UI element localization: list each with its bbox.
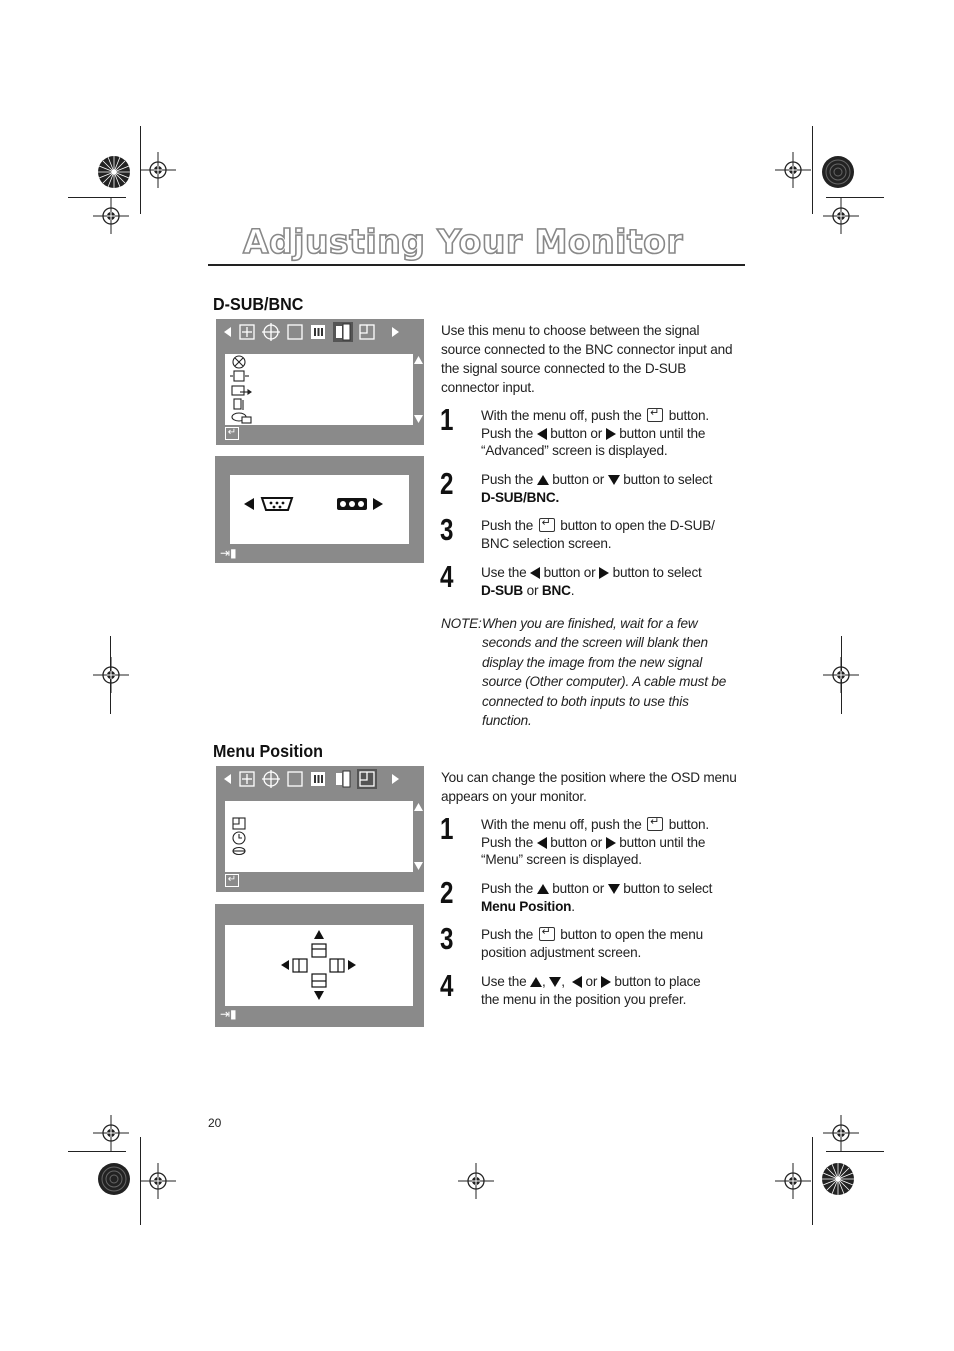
down-button-icon — [608, 884, 620, 894]
size-icon — [288, 772, 302, 786]
toolbar-left-arrow-icon — [224, 327, 231, 337]
bnc-connector-icon — [337, 498, 367, 510]
osd-toolbar — [216, 319, 424, 349]
dsub-note-text: When you are finished, wait for a few seconds and the screen will blank then display the image from the new signal source (Other computer). A cable must be connected to both inputs to use this function. — [482, 616, 727, 729]
left-button-icon — [530, 567, 540, 579]
down-button-icon — [608, 475, 620, 485]
osd-enter-icon: ↵ — [225, 874, 239, 887]
menu-icon — [357, 769, 377, 789]
dsub-step-3-text: Push the ↵ button to open the D-SUB/ BNC selection screen. — [481, 517, 746, 552]
dsub-step-4-number: 4 — [440, 559, 454, 594]
osd-toolbar — [216, 766, 424, 796]
right-button-icon — [599, 567, 609, 579]
position-icon — [240, 325, 254, 339]
geometry-icon — [262, 323, 280, 341]
position-arrows — [225, 925, 413, 1006]
dsub-step-4-text: Use the button or button to select D-SUB or BNC. — [481, 565, 702, 598]
right-position-icon — [330, 959, 344, 972]
page-title: Adjusting Your Monitor — [243, 222, 684, 261]
language-icon — [233, 848, 245, 855]
title-rule — [208, 264, 745, 266]
top-position-icon — [312, 944, 326, 957]
menupos-step-2-text: Push the button or button to select Menu Position. — [481, 881, 713, 914]
left-button-icon — [537, 428, 547, 440]
left-arrow-icon — [281, 960, 289, 970]
geometry-icon — [262, 770, 280, 788]
toolbar-right-arrow-icon — [392, 327, 399, 337]
menu-position-icon — [233, 818, 245, 829]
menupos-step-1-text: With the menu off, push the ↵ button. Push the button or button until the “Menu” screen is displayed. — [481, 816, 746, 869]
menupos-step-3-number: 3 — [440, 921, 454, 956]
reset-icon — [232, 413, 251, 423]
bottom-position-icon — [312, 974, 326, 987]
page-number: 20 — [208, 1116, 222, 1130]
toolbar-left-arrow-icon — [224, 774, 231, 784]
advanced-icon — [336, 771, 350, 787]
right-button-icon — [601, 976, 611, 988]
dsub-bnc-selector — [230, 475, 409, 544]
menupos-step-4-number: 4 — [440, 968, 454, 1003]
osd-menu-position-adjust — [215, 904, 424, 1027]
size-icon — [288, 325, 302, 339]
input-select-icon — [232, 386, 251, 395]
degauss-icon — [233, 356, 245, 368]
enter-button-icon — [539, 927, 555, 941]
left-button-icon — [537, 837, 547, 849]
dsub-step-1-number: 1 — [440, 402, 454, 437]
right-button-icon — [606, 428, 616, 440]
menupos-step-4-text: Use the , , or button to place the menu in the position you prefer. — [481, 974, 701, 1007]
dsub-heading: D-SUB/BNC — [213, 294, 304, 314]
osd-item-icons — [230, 354, 254, 425]
up-button-icon — [530, 977, 542, 987]
osd-advanced-menu — [216, 319, 424, 445]
up-button-icon — [537, 475, 549, 485]
osd-exit-icon: ⇥▮ — [220, 1007, 237, 1021]
selector-right-arrow-icon — [373, 498, 383, 510]
enter-button-icon — [647, 817, 663, 831]
color-icon — [311, 772, 325, 786]
color-icon — [311, 325, 325, 339]
menu-time-icon — [233, 832, 245, 844]
menupos-heading: Menu Position — [213, 741, 324, 761]
dsub-step-3-number: 3 — [440, 512, 454, 547]
dsub-step-2-text: Push the button or button to select D-SUB/BNC. — [481, 472, 713, 505]
osd-dsub-bnc-selection — [215, 456, 424, 563]
dsub-note-label: NOTE: — [441, 616, 482, 631]
osd-scroll-arrows — [413, 354, 424, 425]
right-arrow-icon — [348, 960, 356, 970]
menupos-step-2-number: 2 — [440, 875, 454, 910]
right-button-icon — [606, 837, 616, 849]
menu-icon — [360, 325, 374, 339]
menupos-step-1-number: 1 — [440, 811, 454, 846]
osd-exit-icon: ⇥▮ — [220, 546, 237, 560]
left-position-icon — [293, 959, 307, 972]
position-icon — [240, 772, 254, 786]
down-button-icon — [549, 977, 561, 987]
osd-item-icons — [230, 801, 254, 872]
enter-button-icon — [647, 408, 663, 422]
down-arrow-icon — [314, 991, 324, 1000]
selector-left-arrow-icon — [244, 498, 254, 510]
advanced-icon — [333, 322, 353, 342]
osd-scroll-arrows — [413, 801, 424, 872]
dsub-step-1-text: With the menu off, push the ↵ button. Push the button or button until the “Advanced” screen is displayed. — [481, 407, 746, 460]
menupos-step-3-text: Push the ↵ button to open the menu position adjustment screen. — [481, 926, 746, 961]
moire-icon — [230, 371, 249, 381]
enter-button-icon — [539, 518, 555, 532]
up-button-icon — [537, 884, 549, 894]
left-button-icon — [572, 976, 582, 988]
toolbar-right-arrow-icon — [392, 774, 399, 784]
dsub-intro: Use this menu to choose between the signal source connected to the BNC connector input and the signal source connected to the D-SUB connector input. — [441, 323, 733, 395]
up-arrow-icon — [314, 930, 324, 939]
dsub-connector-icon — [262, 498, 292, 510]
dsub-bnc-icon — [234, 399, 243, 410]
osd-menu-menu — [216, 766, 424, 892]
menupos-intro: You can change the position where the OSD menu appears on your monitor. — [441, 770, 737, 804]
dsub-step-2-number: 2 — [440, 466, 454, 501]
osd-enter-icon: ↵ — [225, 427, 239, 440]
